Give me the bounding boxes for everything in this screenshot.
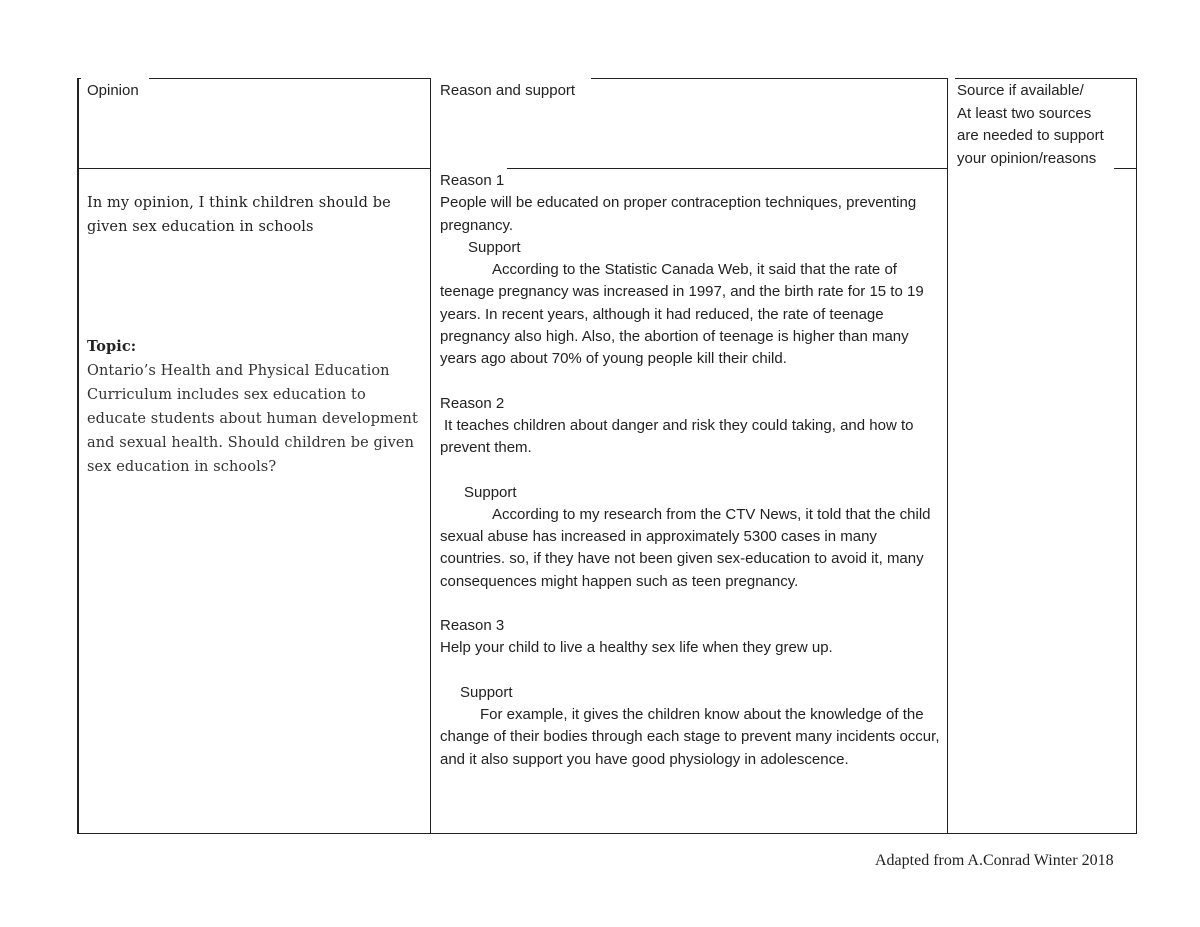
table-border [77,168,431,169]
table-border [947,78,948,834]
header-source-line: Source if available/ [957,82,1084,99]
support-label: Support [468,238,521,256]
header-opinion: Opinion [87,82,139,99]
reason-text: Help your child to live a healthy sex life when they grew up. [440,639,833,657]
table-border [149,78,431,79]
table-border [77,78,79,834]
reason-label: Reason 3 [440,617,505,635]
table-border [1136,78,1137,834]
header-source-line: your opinion/reasons [957,149,1097,167]
table-border [591,78,948,79]
header-reason-support: Reason and support [440,82,576,99]
topic-text: Ontario’s Health and Physical Education Curriculum includes sex education to educate students about human development and sexual health. Should children be given sex education in schools? [87,363,418,475]
header-source-line: At least two sources [957,104,1092,122]
reason-text: It teaches children about danger and risk they could taking, and how to prevent them. [440,416,914,457]
table-border [77,833,1137,834]
support-text: For example, it gives the children know about the knowledge of the change of their bodies through each stage to prevent many incidents occur, and it also support you have good physiology in adolescence. [440,705,940,768]
table-border [955,78,1136,79]
header-source [957,80,1104,170]
reason-label: Reason 1 [440,172,505,189]
support-label: Support [460,683,513,701]
table-border [430,78,431,834]
table-border [507,168,948,169]
footer-credit: Adapted from A.Conrad Winter 2018 [875,852,1114,869]
reasons-cell [440,170,942,771]
support-text: According to my research from the CTV News, it told that the child sexual abuse has increased in approximately 5300 cases in many countries. so, if they have not been given sex-education to avoid it, many consequences might happen such as teen pregnancy. [440,505,931,590]
support-label: Support [464,483,517,501]
topic-label: Topic: [87,338,137,355]
reason-label: Reason 2 [440,394,505,412]
support-text: According to the Statistic Canada Web, it said that the rate of teenage pregnancy was increased in 1997, and the birth rate for 15 to 19 years. In recent years, although it had reduced, the rate of teenage pregnancy also high. Also, the abortion of teenage is higher than many years ago about 70% of young people kill their child. [440,261,924,368]
header-source-line: are needed to support [957,127,1104,144]
opinion-cell [87,191,427,479]
reason-text: People will be educated on proper contraception techniques, preventing pregnancy. [440,194,917,234]
table-border [1114,168,1136,169]
opinion-statement: In my opinion, I think children should be given sex education in schools [87,195,391,235]
